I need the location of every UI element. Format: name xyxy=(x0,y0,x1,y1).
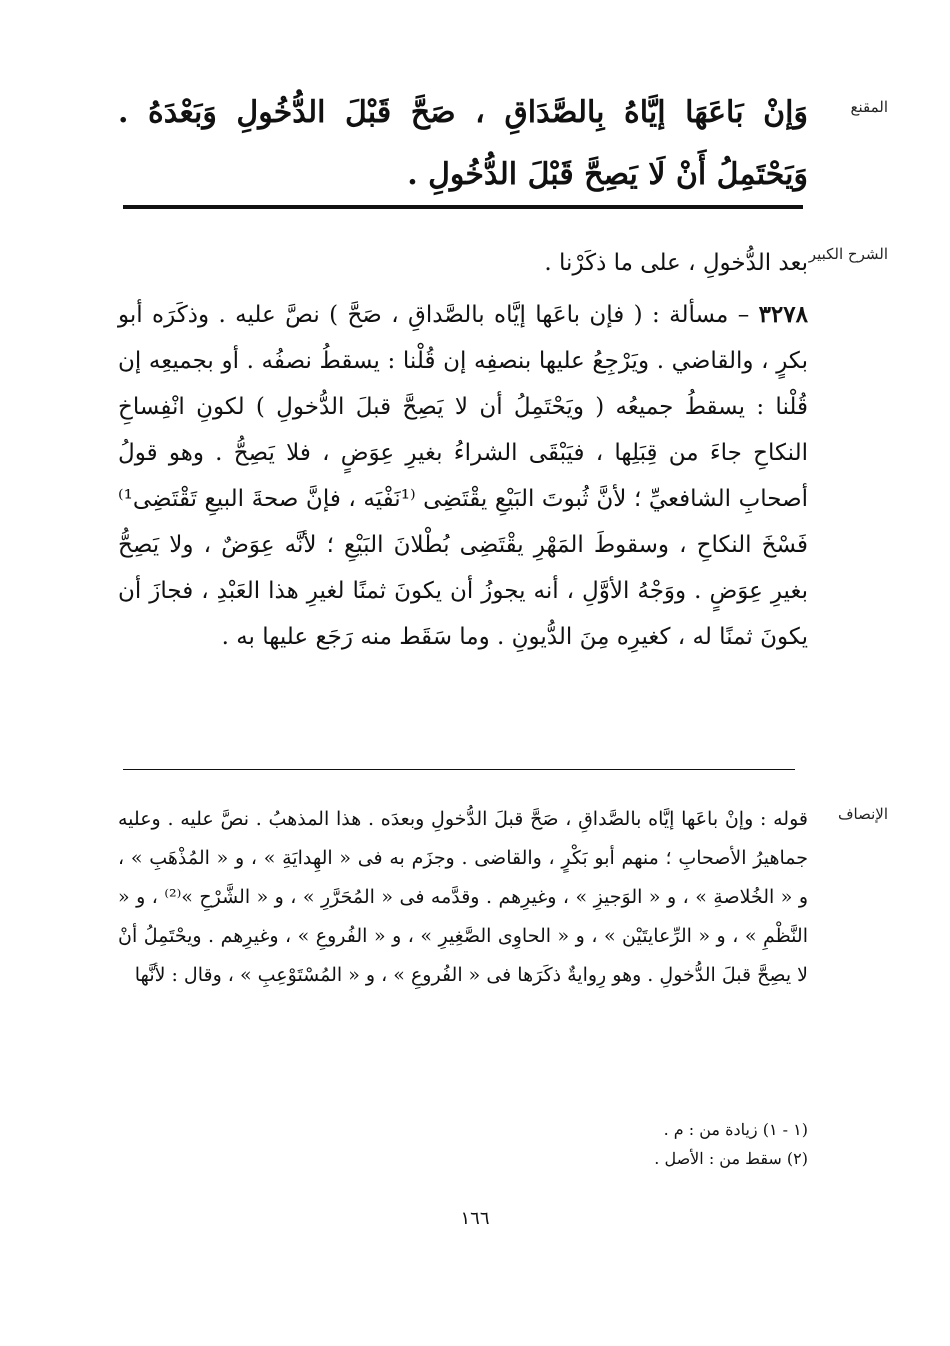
sharh-label: الشرح الكبير xyxy=(808,245,888,263)
insaf-text-block xyxy=(118,800,808,995)
section-divider-thick xyxy=(123,205,803,209)
insaf-text: قوله : وإنْ باعَها إيَّاه بالصَّداقِ ، صَحَّ قبلَ الدُّخولِ وبعدَه . هذا المذهبُ . نصَّ عليه . وعليه جماهيرُ الأصحابِ ؛ منهم أبو بَكْرٍ ، والقاضى . وجزَم به فى « الهِدايَةِ » ، و « المُذْهَبِ » ، و « الخُلاصةِ » ، و « الوَجيزِ » ، وغيرِهم . وقدَّمه فى « المُحَرَّرِ » ، و « الشَّرْحِ »⁽²⁾ ، و « النَّظْمِ » ، و « الرِّعايتَيْن » ، و « الحاوِى الصَّغِيرِ » ، و « الفُروعِ » ، وغيرِهم . ويحْتَمِلُ أنْ لا يصِحَّ قبلَ الدُّخولِ . وهو رِوايةٌ ذكَرَها فى « الفُروعِ » ، و « المُسْتَوْعِبِ » ، وقال : لأنَّها xyxy=(118,808,808,986)
insaf-label: الإنصاف xyxy=(837,805,888,823)
footnote-1: (١ - ١) زيادة من : م . xyxy=(663,1120,808,1139)
footnotes xyxy=(118,1115,808,1173)
muqni-label: المقنع xyxy=(850,98,888,116)
sharh-issue-text: – مسألة : ( فإن باعَها إيَّاه بالصَّداقِ ، صَحَّ ) نصَّ عليه . وذكَرَه أبو بكرٍ ، والقاضي . ويَرْجِعُ عليها بنصفِه إن قُلْنا : يسقطُ نصفُه . أو بجميعِه إن قُلْنا : يسقطُ جميعُه ( ويَحْتَمِلُ أن لا يَصِحَّ قبلَ الدُّخولِ ) لكونِ انْفِساخِ النكاحِ جاءَ من قِبَلِها ، فيَبْقَى الشراءُ بغيرِ عِوَضٍ ، فلا يَصِحُّ . وهو قولُ أصحابِ الشافعيِّ ؛ لأنَّ ثُبوتَ البَيْعِ يقْتَضِى ⁽¹نَفْيَه ، فإنَّ صحةَ البيعِ تَقْتَضِى¹⁾ فَسْخَ النكاحِ ، وسقوطَ المَهْرِ يقْتَضِى بُطْلانَ البَيْعِ ؛ لأنَّه عِوَضٌ ، ولا يَصِحُّ بغيرِ عِوَضٍ . ووَجْهُ الأوَّلِ ، أنه يجوزُ أن يكونَ ثمنًا لغيرِ هذا العَبْدِ ، فجازَ أن يكونَ ثمنًا له ، كغيرِه مِنَ الدُّيونِ . وما سَقَط منه رَجَع عليها به . xyxy=(118,302,809,650)
page-number: ١٦٦ xyxy=(460,1208,490,1229)
issue-number: ٣٢٧٨ xyxy=(758,301,808,328)
section-divider-thin xyxy=(123,769,795,770)
sharh-intro-paragraph: بعد الدُّخولِ ، على ما ذكَرْنا . xyxy=(544,250,808,276)
sharh-text-block xyxy=(118,240,808,660)
sharh-issue-paragraph xyxy=(118,292,808,660)
footnote-2: (٢) سقط من : الأصل . xyxy=(654,1149,808,1168)
muqni-text: وَإنْ بَاعَهَا إيَّاهُ بِالصَّدَاقِ ، صَحَّ قَبْلَ الدُّخُولِ وَبَعْدَهُ . وَيَحْتَمِلُ أَنْ لَا يَصِحَّ قَبْلَ الدُّخُولِ . xyxy=(118,95,808,192)
muqni-text-block xyxy=(118,82,808,206)
